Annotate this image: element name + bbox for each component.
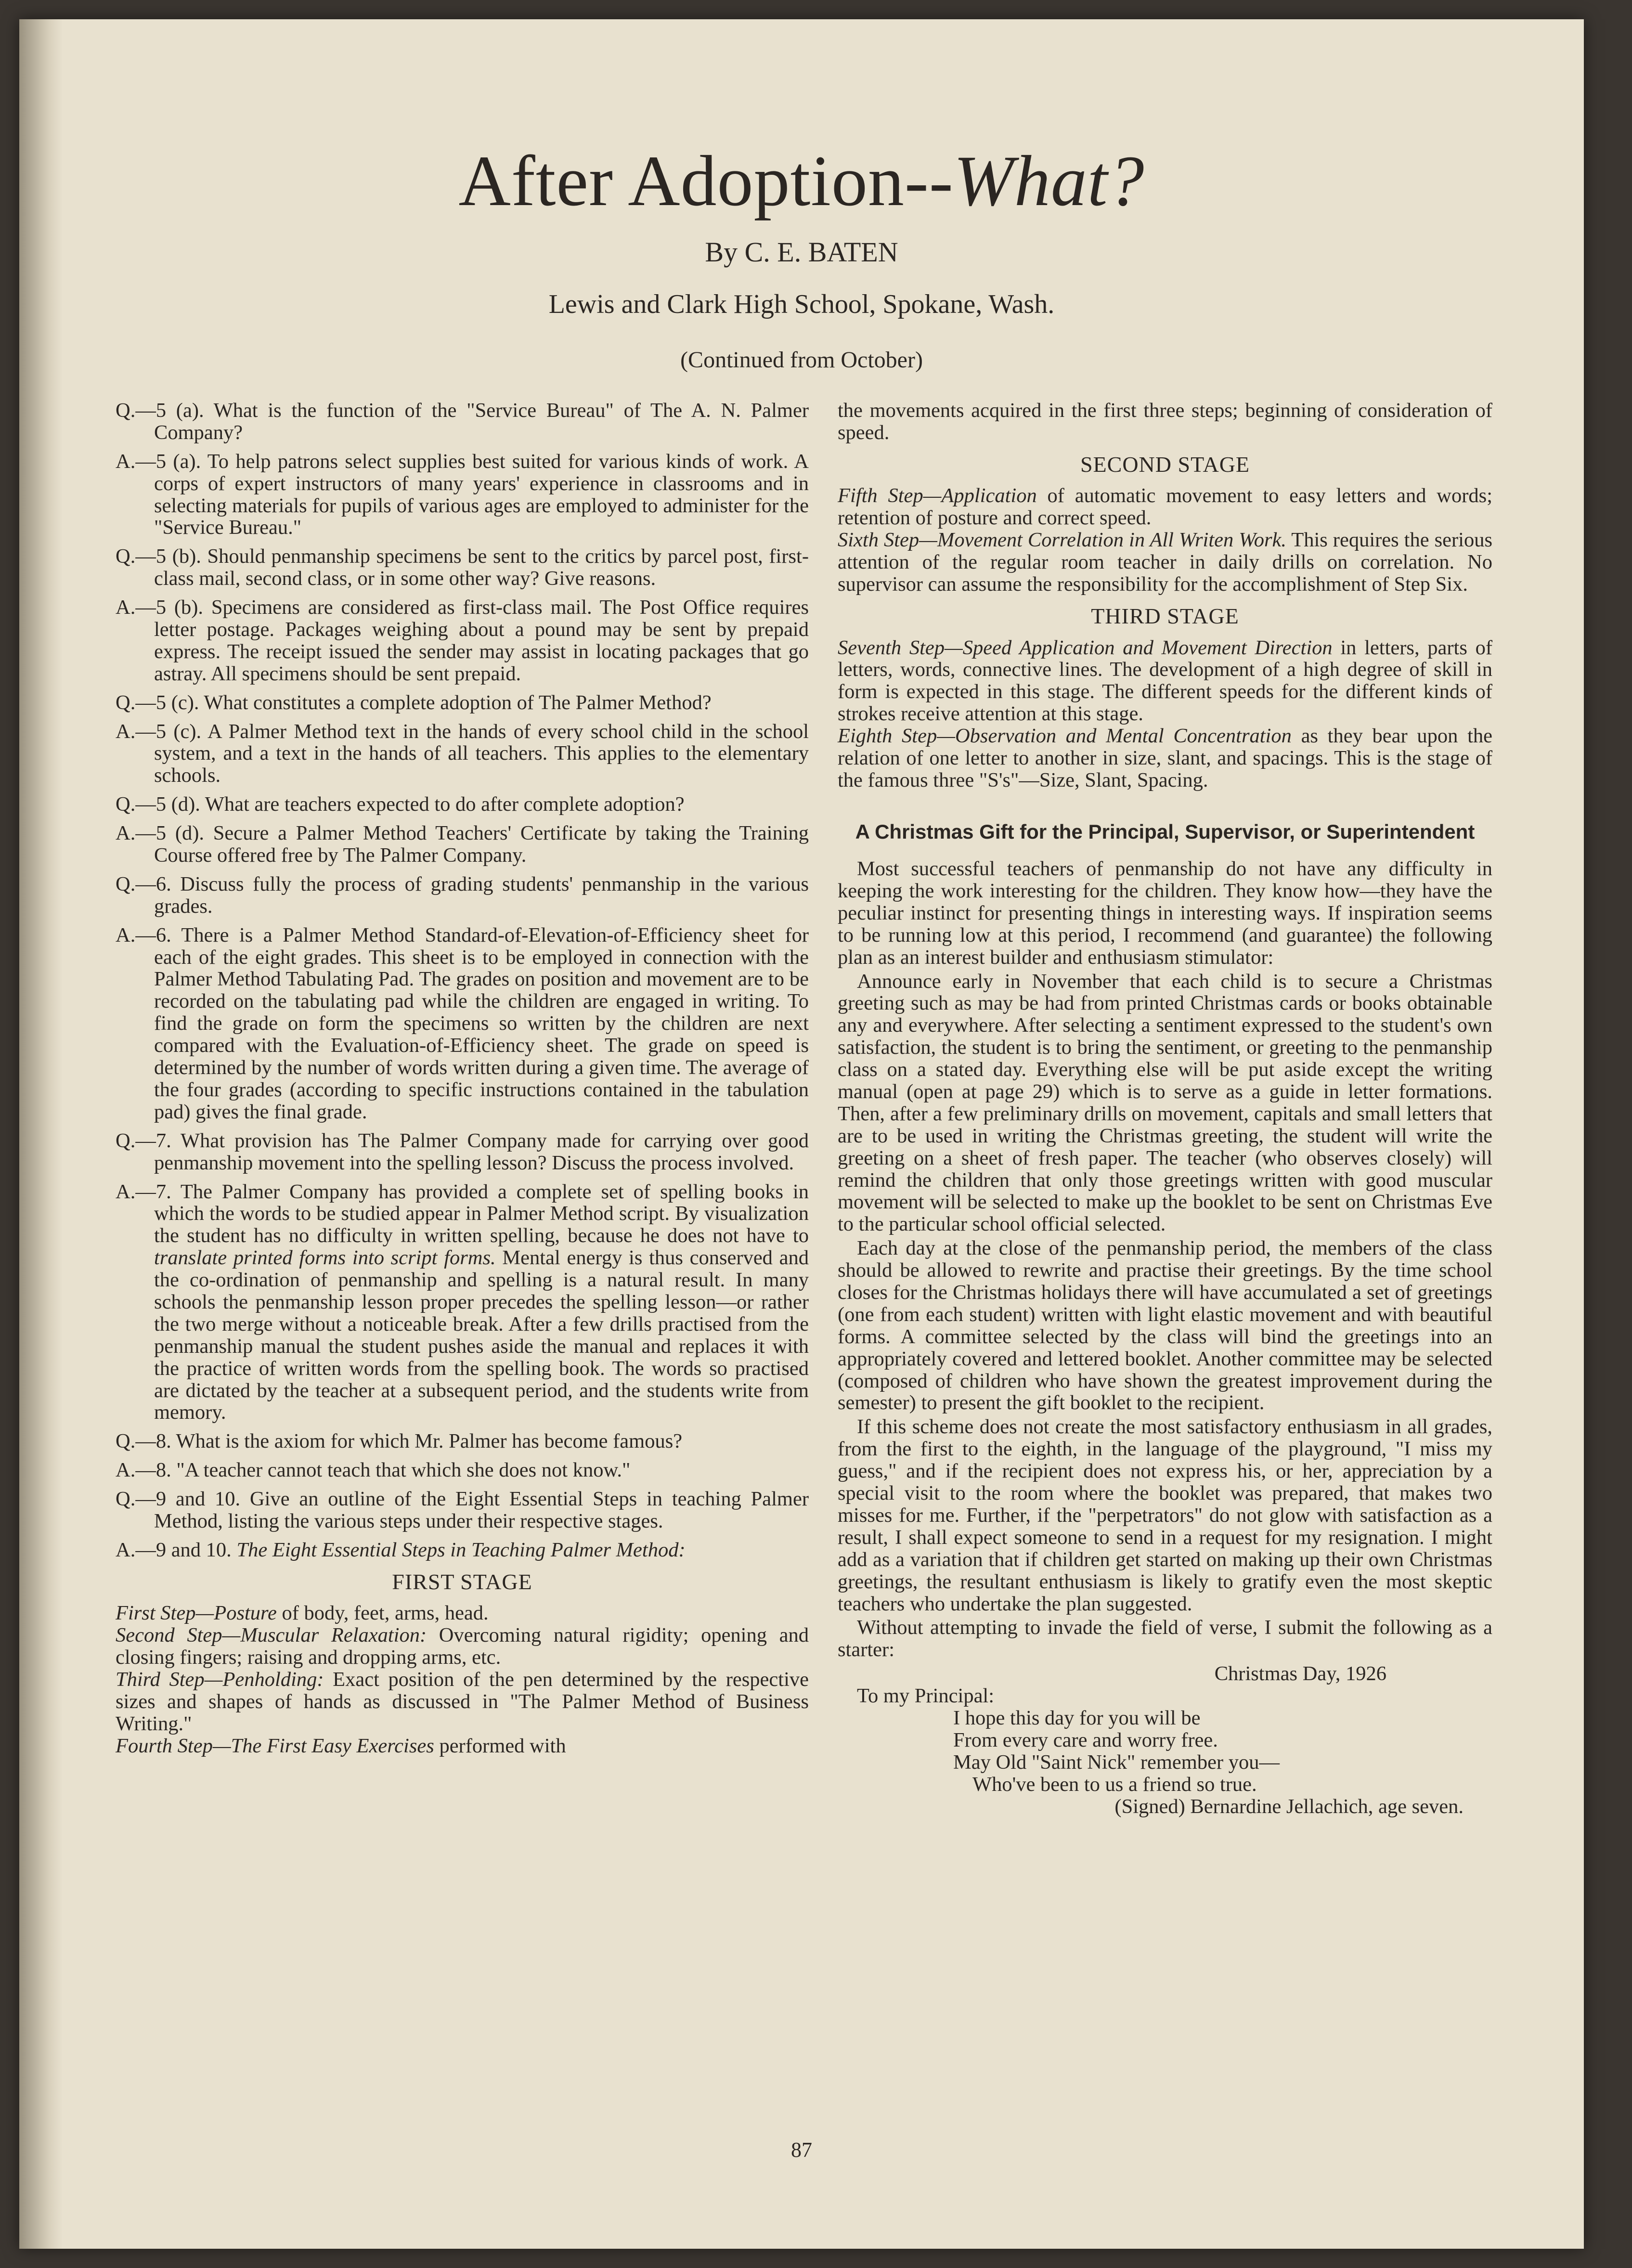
answer-9	[116, 1539, 809, 1561]
poem-signature: (Signed) Bernardine Jellachich, age seven.	[1114, 1795, 1464, 1818]
step-6-text: This requires the serious attention of the regular room teacher in daily drills on correlation. No supervisor can assume the responsibility for the accomplishment of Step Six.	[838, 529, 1492, 596]
answer-5d: A.—5 (d). Secure a Palmer Method Teachers' Certificate by taking the Training Course offered free by The Palmer Company.	[116, 822, 809, 867]
answer-7	[116, 1181, 809, 1424]
question-5d: Q.—5 (d). What are teachers expected to do after complete adoption?	[116, 793, 685, 816]
step-8-name: Eighth Step—Observation and Mental Concentration	[838, 725, 1292, 748]
page-number: 87	[791, 2138, 812, 2162]
question-5a: Q.—5 (a). What is the function of the "Service Bureau" of The A. N. Palmer Company?	[116, 399, 809, 444]
answer-9-label: A.—9 and 10.	[116, 1538, 237, 1561]
answer-5b: A.—5 (b). Specimens are considered as first-class mail. The Post Office requires letter postage. Packages weighing about a pound may be sent by prepaid express. The receipt issued the sender may assist in locating packages that go astray. All specimens should be sent prepaid.	[116, 596, 809, 685]
poem-salutation: To my Principal:	[857, 1685, 995, 1708]
step-4-text: performed with	[434, 1734, 566, 1757]
answer-5a: A.—5 (a). To help patrons select supplies best suited for various kinds of work. A corps of expert instructors of many years' experience in classrooms and in selecting materials for pupils of various ages are employed to administer for the "Service Bureau."	[116, 450, 809, 539]
step-4-continued: the movements acquired in the first three steps; beginning of consideration of speed.	[838, 399, 1492, 444]
step-6	[838, 529, 1492, 596]
poem-line-2: From every care and worry free.	[953, 1728, 1218, 1751]
stage-heading-third: THIRD STAGE	[1091, 603, 1239, 628]
answer-7-italic: translate printed forms into script forms.	[154, 1246, 496, 1270]
poem-line-1: I hope this day for you will be	[953, 1706, 1201, 1729]
author-school: Lewis and Clark High School, Spokane, Wash.	[548, 289, 1055, 319]
step-1-text: of body, feet, arms, head.	[276, 1602, 489, 1625]
paragraph-4: If this scheme does not create the most satisfactory enthusiasm in all grades, from the first to the eighth, in the language of the playground, "I miss my guess," and if the recipient does not express his, or her, appreciation by a special visit to the room where the booklet was prepared, that makes two misses for me. Further, if the "perpetrators" do not glow with satisfaction as a result, I shall expect someone to send in a request for my resignation. I might add as a variation that if children get started on making up their own Christmas greetings, the resultant enthusiasm is likely to gratify even the most skeptic teachers who undertake the plan suggested.	[838, 1415, 1492, 1615]
question-6: Q.—6. Discuss fully the process of grading students' penmanship in the various grades.	[116, 872, 809, 918]
paragraph-1: Most successful teachers of penmanship do not have any difficulty in keeping the work interesting for the children. They know how—they have the peculiar instinct for presenting things in interesting ways. If inspiration seems to be running low at this period, I recommend (and guarantee) the following plan as an interest builder and enthusiasm stimulator:	[838, 857, 1492, 969]
article-title	[19, 140, 1584, 222]
question-7: Q.—7. What provision has The Palmer Company made for carrying over good penmanship movement into the spelling lesson? Discuss the process involved.	[116, 1129, 809, 1174]
step-7-name: Seventh Step—Speed Application and Movement Direction	[838, 636, 1333, 659]
answer-9-italic: The Eight Essential Steps in Teaching Palmer Method:	[236, 1538, 686, 1561]
step-4	[116, 1735, 809, 1757]
step-5	[838, 485, 1492, 529]
byline: By C. E. BATEN	[705, 236, 898, 268]
step-2-text: Overcoming natural rigidity; opening and closing fingers; raising and dropping arms, etc.	[116, 1624, 809, 1669]
stage-heading-first: FIRST STAGE	[392, 1569, 532, 1594]
step-2-name: Second Step—Muscular Relaxation:	[116, 1624, 427, 1647]
magazine-page	[19, 19, 1584, 2249]
step-3-name: Third Step—Penholding:	[116, 1668, 324, 1691]
answer-7-text-end: Mental energy is thus conserved and the co-ordination of penmanship and spelling is a natural result. In many schools the penmanship lesson proper precedes the spelling lesson—or rather the two merge without a noticeable break. After a few drills practised from the penmanship manual the student pushes aside the manual and replaces it with the practice of written words from the spelling book. The words so practised are dictated by the teacher at a subsequent period, and the students write from memory.	[154, 1246, 809, 1424]
right-column	[838, 400, 1492, 1817]
step-5-text: of automatic movement to easy letters and words; retention of posture and correct speed.	[838, 484, 1492, 530]
step-6-name: Sixth Step—Movement Correlation in All Writen Work.	[838, 529, 1287, 552]
paragraph-3: Each day at the close of the penmanship period, the members of the class should be allowed to rewrite and practise their greetings. By the time school closes for the Christmas holidays there will have accumulated a set of greetings (one from each student) written with light elastic movement and with beautiful forms. A committee selected by the class will bind the greetings into an appropriately covered and lettered booklet. Another committee may be selected (composed of children who have shown the greatest improvement during the semester) to present the gift booklet to the recipient.	[838, 1237, 1492, 1414]
poem-line-4: Who've been to us a friend so true.	[972, 1773, 1257, 1796]
answer-5c: A.—5 (c). A Palmer Method text in the hands of every school child in the school system, and a text in the hands of all teachers. This applies to the elementary schools.	[116, 720, 809, 787]
step-2	[116, 1624, 809, 1669]
answer-7-text: A.—7. The Palmer Company has provided a complete set of spelling books in which the words to be studied appear in Palmer Method script. By visualization the student has no difficulty in written spelling, because he does not have to	[116, 1180, 809, 1247]
title-what: What?	[953, 141, 1145, 221]
question-8: Q.—8. What is the axiom for which Mr. Palmer has become famous?	[116, 1430, 683, 1453]
question-5c: Q.—5 (c). What constitutes a complete adoption of The Palmer Method?	[116, 691, 712, 714]
title-main: After Adoption--	[458, 141, 954, 221]
step-3	[116, 1669, 809, 1735]
step-8	[838, 725, 1492, 791]
step-4-name: Fourth Step—The First Easy Exercises	[116, 1734, 434, 1757]
step-5-name: Fifth Step—Application	[838, 484, 1037, 507]
step-8-text: as they bear upon the relation of one letter to another in size, slant, and spacings. This is the stage of the famous three "S's"—Size, Slant, Spacing.	[838, 725, 1492, 791]
paragraph-2: Announce early in November that each child is to secure a Christmas greeting such as may be had from printed Christmas cards or books obtainable any and everywhere. After selecting a sentiment expressed to the student's own satisfaction, the student is to bring the sentiment, or greeting to the penmanship class on a stated day. Everything else will be put aside except the writing manual (open at page 29) which is to serve as a guide in letter formations. Then, after a few preliminary drills on movement, capitals and small letters that are to be used in writing the Christmas greeting, the student will write the greeting on a sheet of fresh paper. The teacher (who observes closely) will remind the children that only those greetings written with good muscular movement will be selected to make up the booklet to be sent on Christmas Eve to the particular school official selected.	[838, 970, 1492, 1236]
step-3-text: Exact position of the pen determined by the respective sizes and shapes of hands as discussed in "The Palmer Method of Business Writing."	[116, 1668, 809, 1735]
continued-note: (Continued from October)	[680, 347, 923, 373]
step-7-text: in letters, parts of letters, words, connective lines. The development of a high degree of skill in form is expected in this stage. The different speeds for the different kinds of strokes receive attention at this stage.	[838, 636, 1492, 726]
step-7	[838, 637, 1492, 726]
step-1	[116, 1602, 809, 1624]
poem-line-3: May Old "Saint Nick" remember you—	[953, 1750, 1280, 1774]
christmas-gift-heading: A Christmas Gift for the Principal, Supervisor, or Superintendent	[855, 820, 1475, 843]
step-1-name: First Step—Posture	[116, 1602, 277, 1625]
question-5b: Q.—5 (b). Should penmanship specimens be sent to the critics by parcel post, first-class mail, second class, or in some other way? Give reasons.	[116, 545, 809, 590]
stage-heading-second: SECOND STAGE	[1080, 452, 1250, 477]
poem-date: Christmas Day, 1926	[1214, 1662, 1386, 1685]
left-column	[116, 400, 809, 1757]
answer-8: A.—8. "A teacher cannot teach that which she does not know."	[116, 1459, 631, 1482]
question-9: Q.—9 and 10. Give an outline of the Eight Essential Steps in teaching Palmer Method, listing the various steps under their respective stages.	[116, 1488, 809, 1532]
paragraph-5: Without attempting to invade the field of verse, I submit the following as a starter:	[838, 1616, 1492, 1661]
answer-6: A.—6. There is a Palmer Method Standard-of-Elevation-of-Efficiency sheet for each of the eight grades. This sheet is to be employed in connection with the Palmer Method Tabulating Pad. The grades on position and movement are to be recorded on the tabulating pad while the children are engaged in writing. To find the grade on form the specimens so written by the children are next compared with the Evaluation-of-Efficiency sheet. The grade on speed is determined by the number of words written during a given time. The average of the four grades (according to specific instructions contained in the tabulation pad) gives the final grade.	[116, 923, 809, 1123]
